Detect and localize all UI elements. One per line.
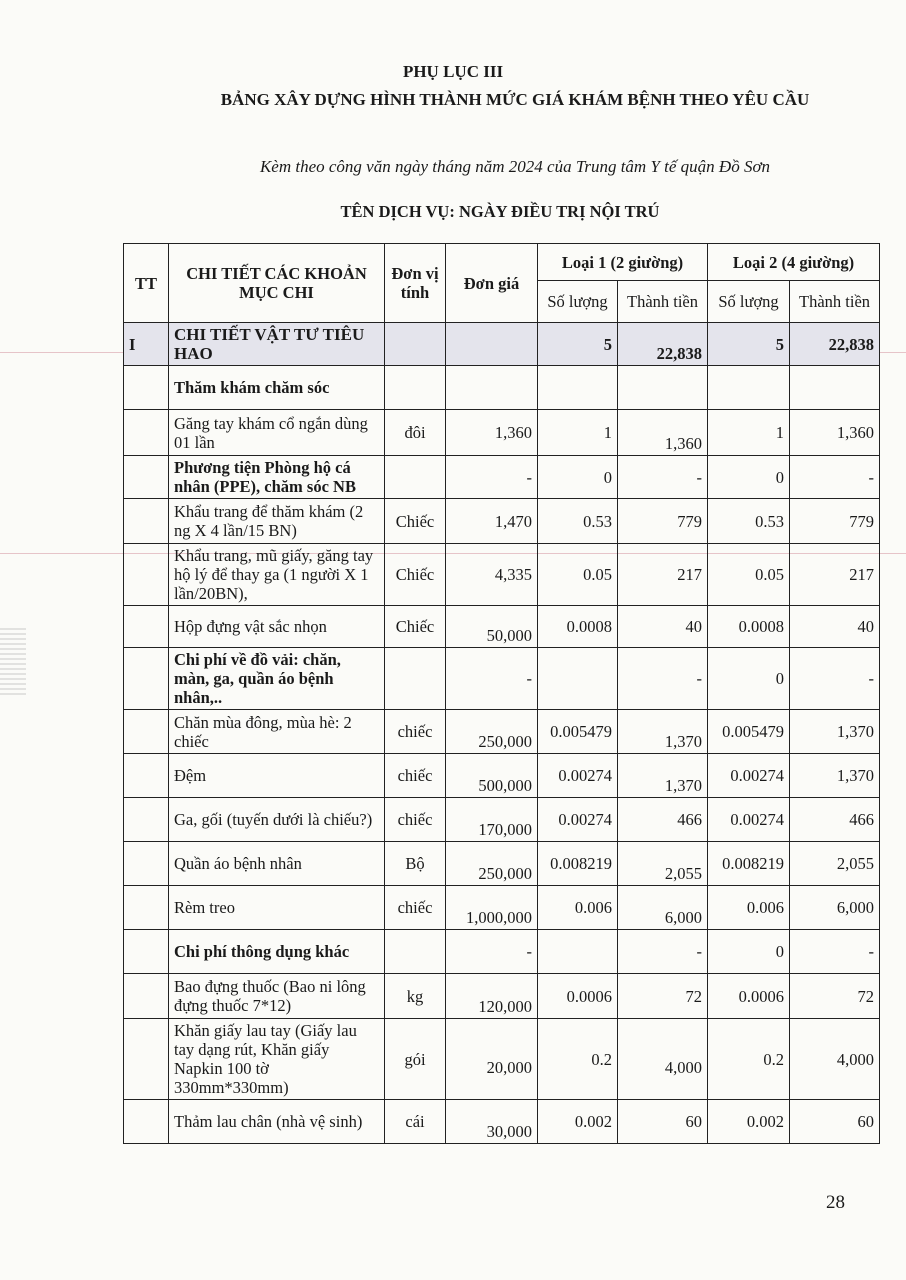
cell-name: Thăm khám chăm sóc <box>169 366 385 410</box>
cell-price: 20,000 <box>446 1019 538 1100</box>
cell-amount-1: 779 <box>618 499 708 544</box>
cell-tt <box>124 648 169 710</box>
table-row <box>124 456 880 499</box>
cell-qty-1: 0.0006 <box>538 974 618 1019</box>
cell-name: Khẩu trang để thăm khám (2 ng X 4 lần/15 BN) <box>169 499 385 544</box>
cell-qty-2: 0 <box>708 456 790 499</box>
cell-amount-1: 1,370 <box>618 754 708 798</box>
header-unit: Đơn vị tính <box>385 244 446 323</box>
cell-unit: Bộ <box>385 842 446 886</box>
cell-qty-1 <box>538 648 618 710</box>
cell-qty-1: 0.006 <box>538 886 618 930</box>
cell-amount-2: 4,000 <box>790 1019 880 1100</box>
cell-amount-1: 2,055 <box>618 842 708 886</box>
table-row <box>124 499 880 544</box>
cell-name: Khẩu trang, mũ giấy, găng tay hộ lý để thay ga (1 người X 1 lần/20BN), <box>169 544 385 606</box>
cell-qty-2: 0 <box>708 648 790 710</box>
cell-unit <box>385 930 446 974</box>
table-row <box>124 1100 880 1144</box>
cell-name: Chi phí về đồ vải: chăn, màn, ga, quần áo bệnh nhân,.. <box>169 648 385 710</box>
cell-amount-2: 217 <box>790 544 880 606</box>
header-detail: CHI TIẾT CÁC KHOẢN MỤC CHI <box>169 244 385 323</box>
cell-amount-2: - <box>790 930 880 974</box>
cell-name: CHI TIẾT VẬT TƯ TIÊU HAO <box>169 323 385 366</box>
cell-qty-2: 5 <box>708 323 790 366</box>
cell-qty-2: 0 <box>708 930 790 974</box>
cell-qty-1: 0.00274 <box>538 798 618 842</box>
page-number: 28 <box>826 1192 845 1213</box>
cell-name: Đệm <box>169 754 385 798</box>
cell-tt <box>124 410 169 456</box>
cell-qty-2: 0.006 <box>708 886 790 930</box>
cell-qty-2 <box>708 366 790 410</box>
cost-table <box>123 243 880 1144</box>
cell-qty-1: 1 <box>538 410 618 456</box>
cell-amount-2 <box>790 366 880 410</box>
cell-unit: Chiếc <box>385 499 446 544</box>
cell-tt <box>124 456 169 499</box>
table-row <box>124 410 880 456</box>
cell-qty-1: 0.05 <box>538 544 618 606</box>
cell-qty-1 <box>538 930 618 974</box>
cell-unit: gói <box>385 1019 446 1100</box>
cell-price: 500,000 <box>446 754 538 798</box>
table-row <box>124 886 880 930</box>
cell-tt <box>124 499 169 544</box>
cell-tt <box>124 974 169 1019</box>
cell-tt <box>124 1100 169 1144</box>
cell-qty-2: 0.53 <box>708 499 790 544</box>
cell-qty-2: 0.005479 <box>708 710 790 754</box>
cell-name: Găng tay khám cổ ngắn dùng 01 lần <box>169 410 385 456</box>
cell-name: Rèm treo <box>169 886 385 930</box>
cell-price: 250,000 <box>446 710 538 754</box>
cell-unit <box>385 323 446 366</box>
cell-amount-2: 1,370 <box>790 710 880 754</box>
cell-unit: chiếc <box>385 710 446 754</box>
cell-amount-2: 1,370 <box>790 754 880 798</box>
cell-name: Khăn giấy lau tay (Giấy lau tay dạng rút, Khăn giấy Napkin 100 tờ 330mm*330mm) <box>169 1019 385 1100</box>
cell-name: Bao đựng thuốc (Bao ni lông đựng thuốc 7*12) <box>169 974 385 1019</box>
cell-price <box>446 366 538 410</box>
cell-price: 250,000 <box>446 842 538 886</box>
cell-qty-1: 0.00274 <box>538 754 618 798</box>
table-row <box>124 842 880 886</box>
cell-qty-1: 0.008219 <box>538 842 618 886</box>
cell-amount-1: 4,000 <box>618 1019 708 1100</box>
cell-name: Phương tiện Phòng hộ cá nhân (PPE), chăm sóc NB <box>169 456 385 499</box>
header-qty-1: Số lượng <box>538 281 618 323</box>
cell-amount-1: 1,370 <box>618 710 708 754</box>
cell-qty-1: 0.2 <box>538 1019 618 1100</box>
cell-qty-2: 0.2 <box>708 1019 790 1100</box>
header-qty-2: Số lượng <box>708 281 790 323</box>
table-row <box>124 323 880 366</box>
cell-unit: chiếc <box>385 886 446 930</box>
cell-qty-1: 0.0008 <box>538 606 618 648</box>
cell-tt: I <box>124 323 169 366</box>
cell-qty-2: 0.0006 <box>708 974 790 1019</box>
cell-name: Hộp đựng vật sắc nhọn <box>169 606 385 648</box>
cell-amount-2: 1,360 <box>790 410 880 456</box>
table-row <box>124 1019 880 1100</box>
cell-qty-2: 0.002 <box>708 1100 790 1144</box>
table-row <box>124 754 880 798</box>
table-row <box>124 930 880 974</box>
cell-amount-2: 60 <box>790 1100 880 1144</box>
header-amount-1: Thành tiền <box>618 281 708 323</box>
cell-tt <box>124 1019 169 1100</box>
scan-smudge <box>0 625 26 695</box>
table-row <box>124 366 880 410</box>
cell-qty-2: 0.008219 <box>708 842 790 886</box>
cell-unit: chiếc <box>385 798 446 842</box>
cell-name: Ga, gối (tuyến dưới là chiếu?) <box>169 798 385 842</box>
cell-name: Thảm lau chân (nhà vệ sinh) <box>169 1100 385 1144</box>
cell-qty-2: 1 <box>708 410 790 456</box>
table-row <box>124 606 880 648</box>
cell-tt <box>124 544 169 606</box>
cell-amount-2: - <box>790 456 880 499</box>
cell-tt <box>124 366 169 410</box>
cell-qty-1 <box>538 366 618 410</box>
cell-price: 4,335 <box>446 544 538 606</box>
cell-tt <box>124 798 169 842</box>
cell-qty-2: 0.00274 <box>708 754 790 798</box>
cell-qty-2: 0.00274 <box>708 798 790 842</box>
cell-unit <box>385 456 446 499</box>
cell-price <box>446 323 538 366</box>
cell-amount-2: 466 <box>790 798 880 842</box>
cell-unit: cái <box>385 1100 446 1144</box>
cell-name: Quần áo bệnh nhân <box>169 842 385 886</box>
cell-name: Chi phí thông dụng khác <box>169 930 385 974</box>
table-row <box>124 974 880 1019</box>
cell-qty-2: 0.05 <box>708 544 790 606</box>
cell-price: 30,000 <box>446 1100 538 1144</box>
header-price: Đơn giá <box>446 244 538 323</box>
table-row <box>124 710 880 754</box>
table-row <box>124 798 880 842</box>
cell-unit: Chiếc <box>385 544 446 606</box>
cell-qty-1: 0.53 <box>538 499 618 544</box>
cell-amount-1: 217 <box>618 544 708 606</box>
table-row <box>124 648 880 710</box>
cell-qty-1: 0.002 <box>538 1100 618 1144</box>
cell-tt <box>124 754 169 798</box>
cell-price: 120,000 <box>446 974 538 1019</box>
service-name: TÊN DỊCH VỤ: NGÀY ĐIỀU TRỊ NỘI TRÚ <box>340 202 660 221</box>
cell-amount-2: 40 <box>790 606 880 648</box>
cell-amount-1: 466 <box>618 798 708 842</box>
cell-qty-2: 0.0008 <box>708 606 790 648</box>
cell-amount-1: - <box>618 456 708 499</box>
cell-price: 1,360 <box>446 410 538 456</box>
cell-amount-1: 60 <box>618 1100 708 1144</box>
cell-name: Chăn mùa đông, mùa hè: 2 chiếc <box>169 710 385 754</box>
cell-amount-2: 779 <box>790 499 880 544</box>
cell-amount-2: 2,055 <box>790 842 880 886</box>
cell-unit: Chiếc <box>385 606 446 648</box>
cell-price: 1,470 <box>446 499 538 544</box>
header-tt: TT <box>124 244 169 323</box>
cell-price: - <box>446 456 538 499</box>
cell-unit <box>385 366 446 410</box>
header-type2: Loại 2 (4 giường) <box>708 244 880 281</box>
header-type1: Loại 1 (2 giường) <box>538 244 708 281</box>
cell-price: 170,000 <box>446 798 538 842</box>
cell-amount-1: 72 <box>618 974 708 1019</box>
cell-amount-2: 22,838 <box>790 323 880 366</box>
cell-unit: kg <box>385 974 446 1019</box>
cell-tt <box>124 930 169 974</box>
cell-tt <box>124 886 169 930</box>
table-row <box>124 544 880 606</box>
cell-amount-1: - <box>618 648 708 710</box>
cell-amount-2: - <box>790 648 880 710</box>
header-amount-2: Thành tiền <box>790 281 880 323</box>
document-title: BẢNG XÂY DỰNG HÌNH THÀNH MỨC GIÁ KHÁM BỆNH THEO YÊU CẦU <box>220 90 810 109</box>
cell-amount-1: 1,360 <box>618 410 708 456</box>
cell-amount-1: 6,000 <box>618 886 708 930</box>
cell-price: 1,000,000 <box>446 886 538 930</box>
cell-amount-2: 72 <box>790 974 880 1019</box>
cell-qty-1: 0.005479 <box>538 710 618 754</box>
cell-tt <box>124 606 169 648</box>
cell-amount-2: 6,000 <box>790 886 880 930</box>
cell-amount-1: 22,838 <box>618 323 708 366</box>
cell-unit <box>385 648 446 710</box>
header-row <box>124 244 880 281</box>
cell-amount-1: 40 <box>618 606 708 648</box>
appendix-title: PHỤ LỤC III <box>402 62 504 81</box>
cell-qty-1: 5 <box>538 323 618 366</box>
cell-tt <box>124 710 169 754</box>
cell-price: - <box>446 930 538 974</box>
cell-unit: đôi <box>385 410 446 456</box>
cell-price: - <box>446 648 538 710</box>
cell-tt <box>124 842 169 886</box>
cell-amount-1: - <box>618 930 708 974</box>
document-subtitle: Kèm theo công văn ngày tháng năm 2024 của Trung tâm Y tế quận Đồ Sơn <box>259 157 771 176</box>
cell-unit: chiếc <box>385 754 446 798</box>
cell-amount-1 <box>618 366 708 410</box>
cell-qty-1: 0 <box>538 456 618 499</box>
cell-price: 50,000 <box>446 606 538 648</box>
